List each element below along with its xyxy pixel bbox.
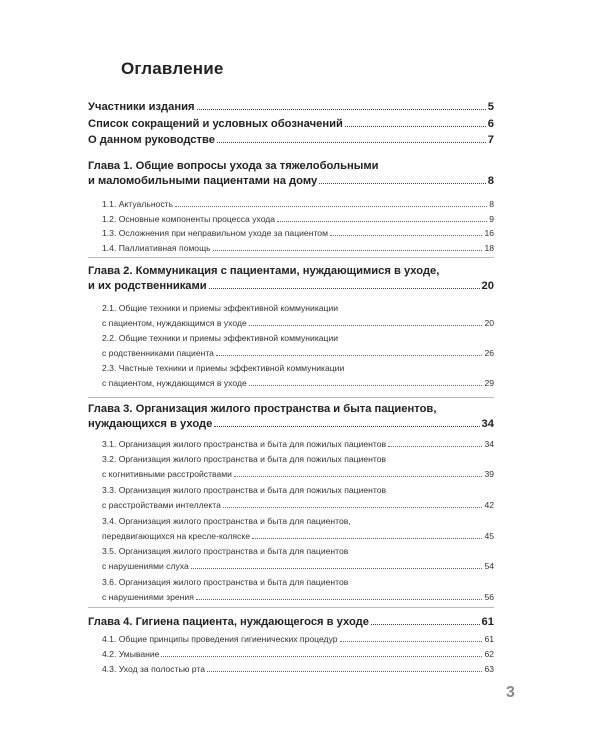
toc-entry-title: 1.2. Основные компоненты процесса ухода (102, 214, 276, 224)
dot-leader (388, 446, 482, 447)
toc-entry-title: 3.1. Организация жилого пространства и быта для пожилых пациентов (102, 439, 387, 449)
toc-entry-title: 3.4. Организация жилого пространства и быта для пациентов, (102, 516, 351, 526)
page-title: Оглавление (121, 59, 224, 78)
toc-entry-title: Список сокращений и условных обозначений (88, 118, 343, 130)
toc-entry-page: 61 (484, 634, 494, 644)
dot-leader (277, 221, 487, 222)
toc-entry-title: 3.2. Организация жилого пространства и быта для пожилых пациентов (102, 454, 387, 464)
chapter-separator (88, 397, 494, 398)
toc-entry-chapter[interactable] (88, 403, 494, 433)
toc-entry-title: О данном руководстве (88, 134, 215, 146)
toc-entry-title: Глава 2. Коммуникация с пациентами, нуждающимися в уходе, (88, 265, 440, 277)
dot-leader (234, 476, 482, 477)
toc-entry-title: Участники издания (88, 101, 195, 113)
toc-entry-section[interactable] (102, 454, 494, 484)
toc-entry-page: 62 (484, 649, 494, 659)
toc-entry-page: 29 (484, 378, 494, 388)
dot-leader (371, 624, 480, 625)
toc-entry-title: с родственниками пациента (102, 348, 214, 358)
chapter-separator (88, 607, 494, 608)
toc-entry-page: 7 (487, 134, 494, 146)
dot-leader (217, 142, 486, 143)
toc-entry-section[interactable] (102, 439, 494, 454)
toc-entry-title: 3.5. Организация жилого пространства и быта для пациентов (102, 546, 349, 556)
toc-entry-title: с пациентом, нуждающимся в уходе (102, 318, 247, 328)
dot-leader (216, 355, 482, 356)
toc-entry-chapter[interactable] (88, 265, 494, 295)
toc-entry-page: 16 (484, 228, 494, 238)
dot-leader (249, 385, 483, 386)
toc-entry-page: 20 (484, 318, 494, 328)
toc-entry-section[interactable] (102, 577, 494, 607)
toc-entry-title: нуждающихся в уходе (88, 418, 213, 430)
toc-entry-section[interactable] (102, 363, 494, 393)
toc-entry-page: 45 (484, 531, 494, 541)
toc-entry-section[interactable] (102, 516, 494, 546)
toc-entry-page: 56 (484, 592, 494, 602)
toc-entry-title: передвигающихся на кресле-коляске (102, 531, 250, 541)
toc-entry-section[interactable] (102, 303, 494, 333)
toc-entry-chapter[interactable] (88, 118, 494, 133)
dot-leader (196, 599, 483, 600)
toc-entry-page: 8 (489, 199, 494, 209)
dot-leader (161, 656, 482, 657)
toc-entry-title: Глава 4. Гигиена пациента, нуждающегося в уходе (88, 616, 369, 628)
toc-entry-page: 54 (484, 561, 494, 571)
dot-leader (252, 538, 482, 539)
toc-entry-title: 2.2. Общие техники и приемы эффективной коммуникации (102, 333, 339, 343)
toc-entry-title: 2.1. Общие техники и приемы эффективной коммуникации (102, 303, 339, 313)
dot-leader (330, 235, 482, 236)
toc-entry-section[interactable] (102, 333, 494, 363)
toc-entry-section[interactable] (102, 485, 494, 515)
toc-entry-title: 4.3. Уход за полостью рта (102, 664, 205, 674)
toc-entry-page: 34 (484, 439, 494, 449)
toc-entry-title: с нарушениями слуха (102, 561, 189, 571)
dot-leader (214, 426, 479, 427)
toc-entry-section[interactable] (102, 664, 494, 679)
dot-leader (223, 507, 483, 508)
toc-entry-page: 34 (481, 418, 494, 430)
dot-leader (340, 641, 483, 642)
toc-entry-page: 42 (484, 500, 494, 510)
toc-entry-page: 18 (484, 243, 494, 253)
dot-leader (345, 126, 486, 127)
page-number: 3 (506, 684, 515, 701)
toc-entry-title: 4.1. Общие принципы проведения гигиенических процедур (102, 634, 338, 644)
toc-entry-title: 4.2. Умывание (102, 649, 160, 659)
toc-entry-page: 20 (481, 280, 494, 292)
toc-entry-page: 63 (484, 664, 494, 674)
toc-entry-section[interactable] (102, 649, 494, 664)
toc-entry-title: с когнитивными расстройствами (102, 469, 232, 479)
toc-entry-chapter[interactable] (88, 134, 494, 149)
toc-entry-title: с нарушениями зрения (102, 592, 194, 602)
toc-entry-chapter[interactable] (88, 101, 494, 116)
toc-entry-section[interactable] (102, 634, 494, 649)
toc-entry-title: 2.3. Частные техники и приемы эффективной коммуникации (102, 363, 345, 373)
toc-entry-title: с расстройствами интеллекта (102, 500, 221, 510)
toc-entry-title: и их родственниками (88, 280, 207, 292)
toc-entry-title: 3.6. Организация жилого пространства и быта для пациентов (102, 577, 349, 587)
toc-entry-page: 61 (481, 616, 494, 628)
toc-entry-section[interactable] (102, 243, 494, 258)
toc-entry-title: Глава 1. Общие вопросы ухода за тяжелобольными (88, 160, 379, 172)
dot-leader (191, 568, 483, 569)
toc-entry-section[interactable] (102, 546, 494, 576)
toc-entry-title: 1.3. Осложнения при неправильном уходе за пациентом (102, 228, 328, 238)
toc-entry-chapter[interactable] (88, 160, 494, 190)
toc-entry-page: 26 (484, 348, 494, 358)
toc-entry-title: с пациентом, нуждающимся в уходе (102, 378, 247, 388)
toc-entry-page: 5 (487, 101, 494, 113)
dot-leader (319, 183, 486, 184)
toc-entry-section[interactable] (102, 199, 494, 214)
toc-entry-chapter[interactable] (88, 616, 494, 631)
toc-entry-page: 8 (487, 175, 494, 187)
dot-leader (175, 206, 487, 207)
dot-leader (207, 671, 482, 672)
toc-entry-page: 6 (487, 118, 494, 130)
dot-leader (213, 250, 483, 251)
toc-entry-section[interactable] (102, 228, 494, 243)
toc-entry-page: 9 (489, 214, 494, 224)
dot-leader (249, 325, 483, 326)
toc-entry-title: 1.4. Паллиативная помощь (102, 243, 211, 253)
toc-entry-page: 39 (484, 469, 494, 479)
toc-entry-section[interactable] (102, 214, 494, 229)
dot-leader (209, 288, 480, 289)
toc-entry-title: и маломобильными пациентами на дому (88, 175, 318, 187)
toc-entry-title: 3.3. Организация жилого пространства и быта для пожилых пациентов (102, 485, 387, 495)
toc-entry-title: Глава 3. Организация жилого пространства и быта пациентов, (88, 403, 437, 415)
dot-leader (197, 109, 486, 110)
chapter-separator (88, 257, 494, 258)
toc-entry-title: 1.1. Актуальность (102, 199, 174, 209)
